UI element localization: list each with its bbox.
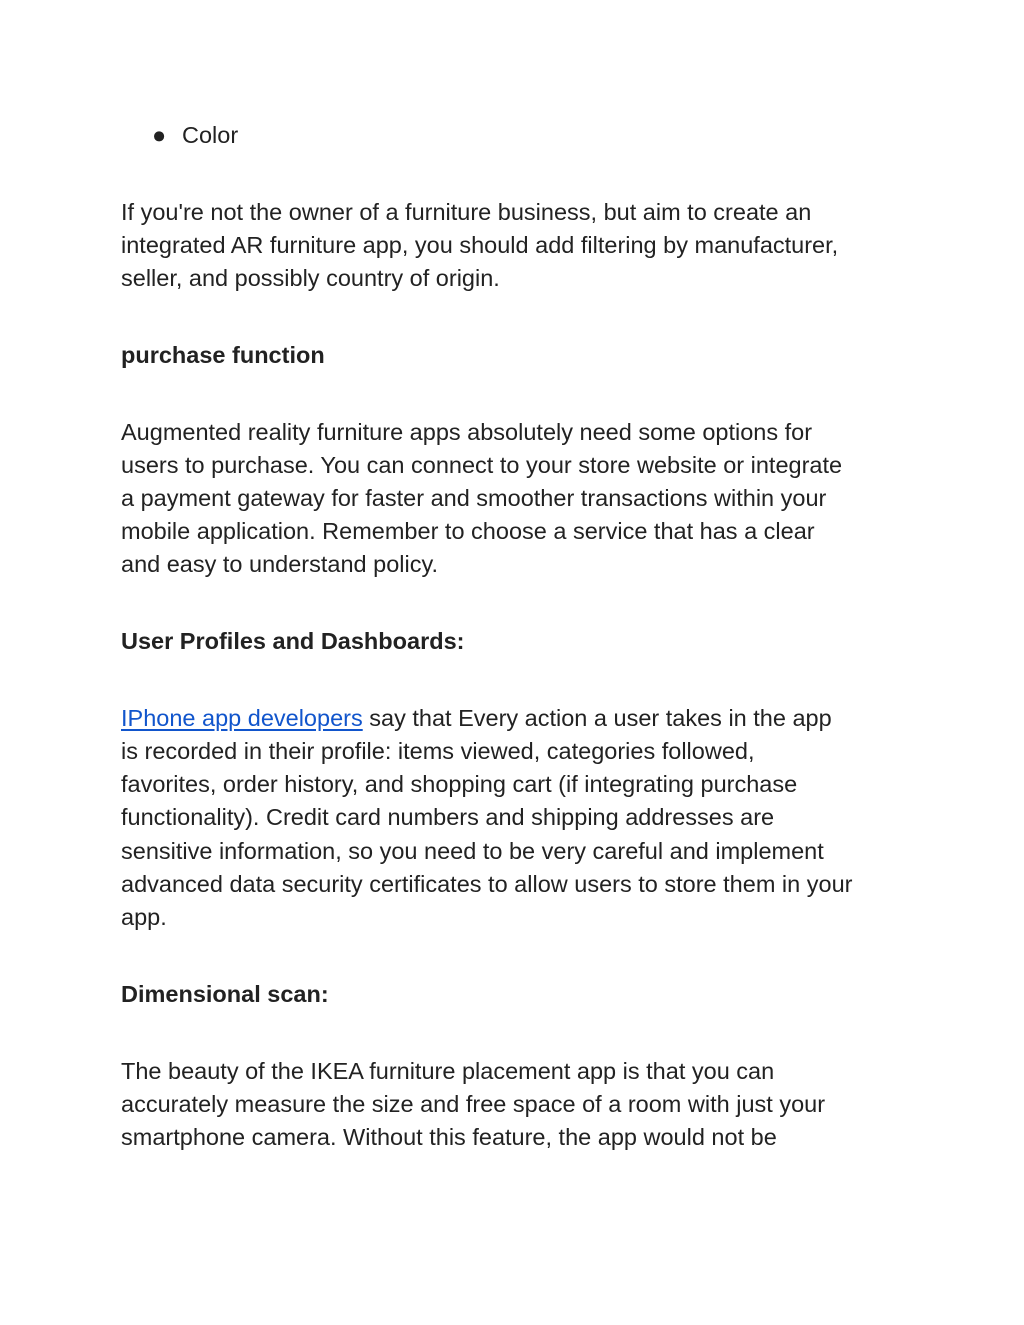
paragraph-line: a payment gateway for faster and smoother transactions within your: [121, 485, 827, 511]
paragraph-line: favorites, order history, and shopping cart (if integrating purchase: [121, 771, 798, 797]
list-item-text: Color: [182, 122, 239, 148]
heading-user-profiles: User Profiles and Dashboards:: [121, 628, 465, 654]
paragraph-line: Augmented reality furniture apps absolutely need some options for: [121, 419, 813, 445]
paragraph-line: [121, 702, 832, 735]
paragraph-line: advanced data security certificates to allow users to store them in your: [121, 871, 853, 897]
paragraph-line: users to purchase. You can connect to your store website or integrate: [121, 452, 843, 478]
iphone-developers-link[interactable]: IPhone app developers: [121, 705, 363, 731]
paragraph-line: If you're not the owner of a furniture business, but aim to create an: [121, 199, 812, 225]
paragraph-line: and easy to understand policy.: [121, 551, 439, 577]
bullet-icon: ●: [152, 122, 167, 148]
paragraph-line: seller, and possibly country of origin.: [121, 265, 500, 291]
paragraph-line: mobile application. Remember to choose a service that has a clear: [121, 518, 815, 544]
list-item: [152, 119, 238, 152]
paragraph-line: functionality). Credit card numbers and shipping addresses are: [121, 804, 775, 830]
heading-purchase-function: purchase function: [121, 342, 325, 368]
paragraph-line: app.: [121, 904, 167, 930]
paragraph-line: is recorded in their profile: items viewed, categories followed,: [121, 738, 755, 764]
paragraph-line: The beauty of the IKEA furniture placement app is that you can: [121, 1058, 775, 1084]
heading-dimensional-scan: Dimensional scan:: [121, 981, 329, 1007]
paragraph-line-rest: say that Every action a user takes in the app: [362, 705, 832, 731]
paragraph-line: smartphone camera. Without this feature, the app would not be: [121, 1124, 777, 1150]
paragraph-line: accurately measure the size and free space of a room with just your: [121, 1091, 826, 1117]
paragraph-line: integrated AR furniture app, you should add filtering by manufacturer,: [121, 232, 839, 258]
paragraph-line: sensitive information, so you need to be very careful and implement: [121, 838, 824, 864]
